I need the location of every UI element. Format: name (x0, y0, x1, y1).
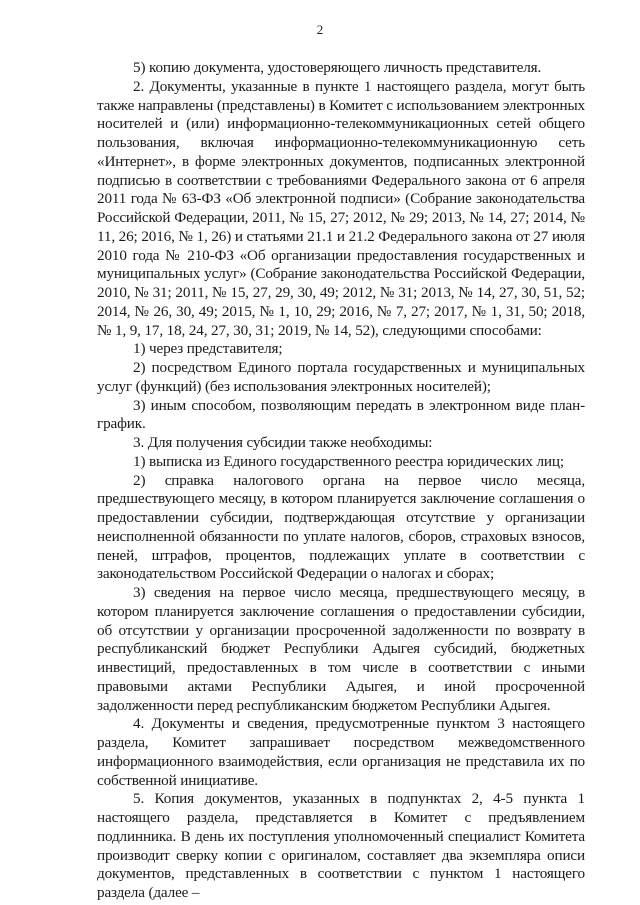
paragraph: 2) посредством Единого портала государственных и муниципальных услуг (функций) (без использования электронных носителей); (97, 359, 585, 395)
paragraph: 4. Документы и сведения, предусмотренные пунктом 3 настоящего раздела, Комитет запрашивает посредством межведомственного информационного взаимодействия, если организация не представила их по собственной инициативе. (97, 715, 585, 789)
page-number: 2 (316, 22, 324, 37)
document-body (97, 59, 585, 903)
paragraph: 5. Копия документов, указанных в подпунктах 2, 4-5 пункта 1 настоящего раздела, представляется в Комитет с предъявлением подлинника. В день их поступления уполномоченный специалист Комитета производит сверку копии с оригиналом, составляет два экземпляра описи документов, представленных в соответствии с пунктом 1 настоящего раздела (далее – (97, 790, 585, 901)
paragraph: 3) сведения на первое число месяца, предшествующего месяцу, в котором планируется заключение соглашения о предоставлении субсидии, об отсутствии у организации просроченной задолженности по возврату в республиканский бюджет Республики Адыгея субсидий, бюджетных инвестиций, предоставленных в том числе в соответствии с иными правовыми актами Республики Адыгея, и иной просроченной задолженности перед республиканским бюджетом Республики Адыгея. (97, 584, 585, 714)
paragraph: 2. Документы, указанные в пункте 1 настоящего раздела, могут быть также направлены (представлены) в Комитет с использованием электронных носителей и (или) информационно-телекоммуникационных сетей общего пользования, включая информационно-телекоммуникационную сеть «Интернет», в форме электронных документов, подписанных электронной подписью в соответствии с требованиями Федерального закона от 6 апреля 2011 года № 63-ФЗ «Об электронной подписи» (Собрание законодательства Российской Федерации, 2011, № 15, 27; 2012, № 29; 2013, № 14, 27; 2014, № 11, 26; 2016, № 1, 26) и статьями 21.1 и 21.2 Федерального закона от 27 июля 2010 года № 210-ФЗ «Об организации предоставления государственных и муниципальных услуг» (Собрание законодательства Российской Федерации, 2010, № 31; 2011, № 15, 27, 29, 30, 49; 2012, № 31; 2013, № 14, 27, 30, 51, 52; 2014, № 26, 30, 49; 2015, № 1, 10, 29; 2016, № 7, 27; 2017, № 1, 31, 50; 2018, № 1, 9, 17, 18, 24, 27, 30, 31; 2019, № 14, 52), следующими способами: (97, 77, 585, 339)
paragraph: 1) выписка из Единого государственного реестра юридических лиц; (133, 452, 564, 470)
paragraph: 5) копию документа, удостоверяющего личность представителя. (133, 59, 542, 76)
paragraph: 3. Для получения субсидии также необходимы: (133, 434, 433, 451)
paragraph: 2) справка налогового органа на первое число месяца, предшествующего месяцу, в котором планируется заключение соглашения о предоставлении субсидии, подтверждающая отсутствие у организации неисполненной обязанности по уплате налогов, сборов, страховых взносов, пеней, штрафов, процентов, подлежащих уплате в соответствии с законодательством Российской Федерации о налогах и сборах; (97, 471, 585, 583)
paragraph: 3) иным способом, позволяющим передать в электронном виде план-график. (97, 396, 585, 433)
paragraph: 1) через представителя; (133, 340, 283, 358)
